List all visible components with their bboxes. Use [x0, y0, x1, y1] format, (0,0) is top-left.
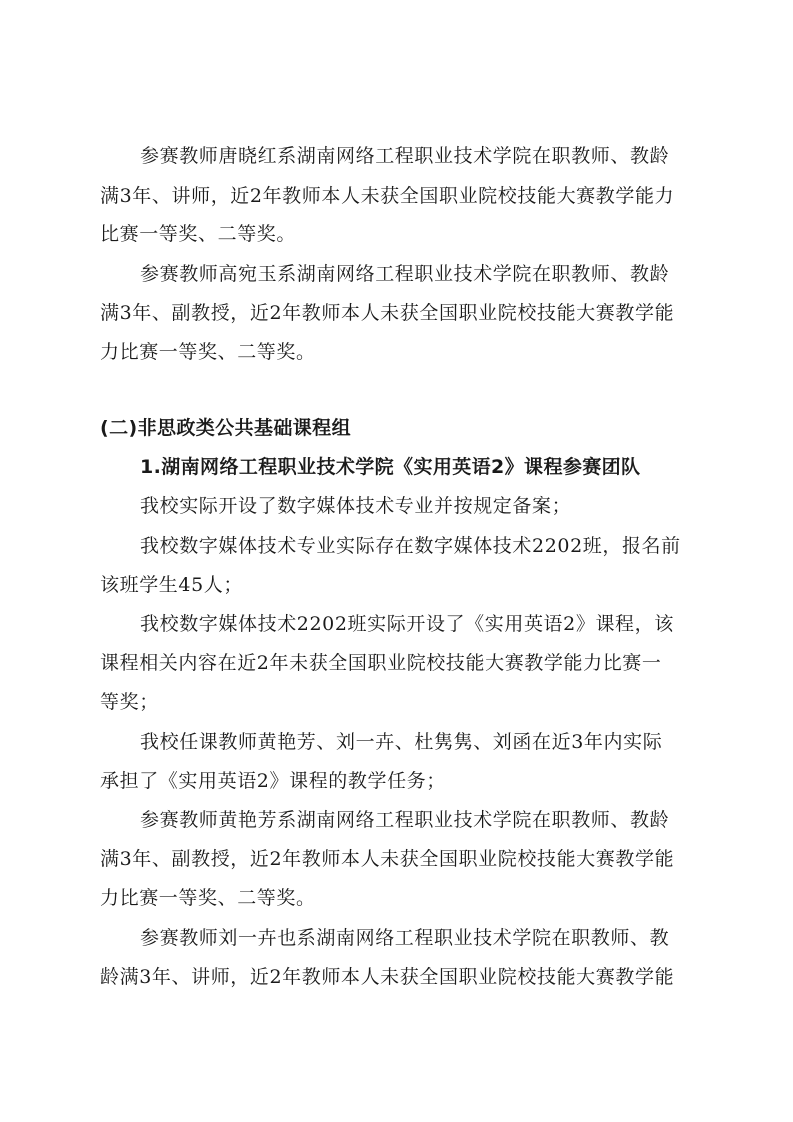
subsection-heading: 1.湖南网络工程职业技术学院《实用英语2》课程参赛团队 — [140, 456, 641, 478]
paragraph-line: 我校任课教师黄艳芳、刘一卉、杜隽隽、刘函在近3年内实际 — [140, 731, 663, 753]
paragraph-line: 参赛教师高宛玉系湖南网络工程职业技术学院在职教师、教龄 — [140, 263, 670, 285]
paragraph-line: 我校实际开设了数字媒体技术专业并按规定备案； — [140, 495, 572, 517]
paragraph-line: 满3年、副教授，近2年教师本人未获全国职业院校技能大赛教学能 — [100, 302, 675, 324]
section-heading: (二)非思政类公共基础课程组 — [100, 417, 351, 439]
paragraph-line: 参赛教师刘一卉也系湖南网络工程职业技术学院在职教师、教 — [140, 927, 670, 949]
paragraph-line: 力比赛一等奖、二等奖。 — [100, 887, 316, 909]
paragraph-line: 我校数字媒体技术专业实际存在数字媒体技术2202班，报名前 — [140, 535, 681, 557]
paragraph-line: 满3年、副教授，近2年教师本人未获全国职业院校技能大赛教学能 — [100, 848, 675, 870]
paragraph-line: 比赛一等奖、二等奖。 — [100, 223, 297, 245]
paragraph-line: 课程相关内容在近2年未获全国职业院校技能大赛教学能力比赛一 — [100, 652, 662, 674]
paragraph-line: 参赛教师唐晓红系湖南网络工程职业技术学院在职教师、教龄 — [140, 145, 670, 167]
paragraph-line: 承担了《实用英语2》课程的教学任务； — [100, 770, 446, 792]
paragraph-line: 我校数字媒体技术2202班实际开设了《实用英语2》课程，该 — [140, 613, 674, 635]
paragraph-line: 参赛教师黄艳芳系湖南网络工程职业技术学院在职教师、教龄 — [140, 809, 670, 831]
paragraph-line: 满3年、讲师，近2年教师本人未获全国职业院校技能大赛教学能力 — [100, 185, 675, 207]
paragraph-line: 等奖； — [100, 691, 159, 713]
paragraph-line: 该班学生45人； — [100, 574, 243, 596]
paragraph-line: 龄满3年、讲师，近2年教师本人未获全国职业院校技能大赛教学能 — [100, 966, 675, 988]
paragraph-line: 力比赛一等奖、二等奖。 — [100, 341, 316, 363]
